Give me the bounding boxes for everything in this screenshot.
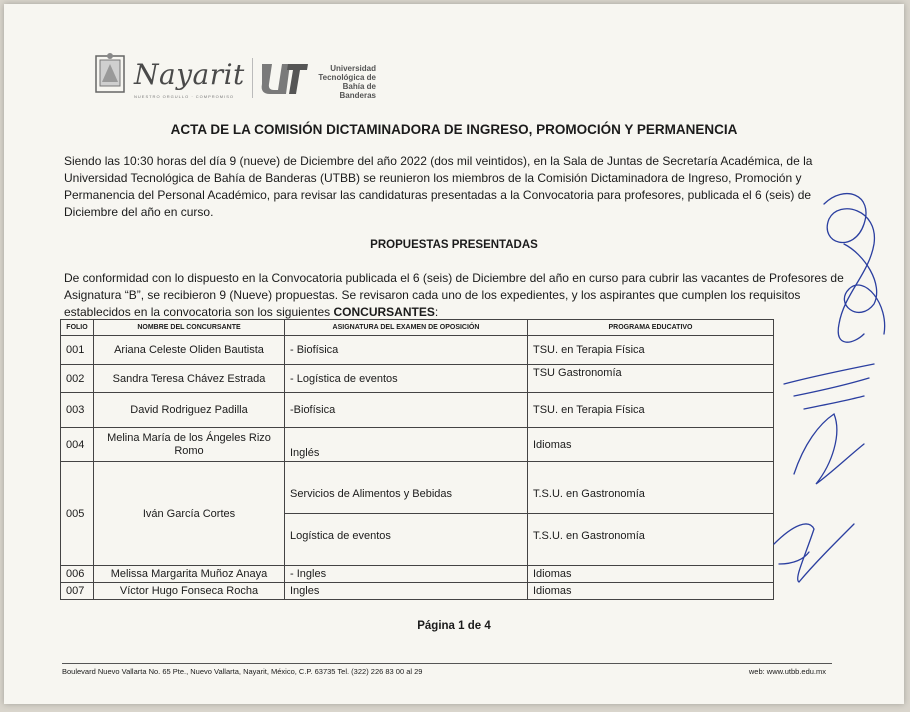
subject-cell: Inglés (285, 428, 528, 462)
proposals-end: : (434, 305, 439, 319)
header-logos (92, 50, 392, 104)
table-header-row (61, 320, 774, 336)
table-row (61, 428, 774, 462)
proposals-emphasis: CONCURSANTES (333, 305, 435, 319)
ut-logo-icon (260, 60, 308, 96)
subject-cell (285, 462, 528, 566)
header-subject: ASIGNATURA DEL EXAMEN DE OPOSICIÓN (285, 320, 528, 336)
subject-cell: - Logística de eventos (285, 365, 528, 393)
candidates-table (60, 319, 774, 600)
table-row (61, 583, 774, 600)
folio-cell: 002 (61, 365, 94, 393)
document-title: ACTA DE LA COMISIÓN DICTAMINADORA DE INGRESO, PROMOCIÓN Y PERMANENCIA (170, 122, 738, 137)
subject-line-2: Logística de eventos (290, 530, 391, 542)
footer-address: Boulevard Nuevo Vallarta No. 65 Pte., Nuevo Vallarta, Nayarit, México, C.P. 63735 Tel. (322) 226 83 00 al 29 (62, 667, 423, 676)
table-row (61, 365, 774, 393)
header-folio: FOLIO (61, 320, 94, 336)
nayarit-tagline: NUESTRO ORGULLO · COMPROMISO (134, 94, 235, 99)
folio-cell: 001 (61, 336, 94, 365)
subject-cell: -Biofísica (285, 393, 528, 428)
program-cell: TSU Gastronomía (528, 365, 774, 393)
footer-divider (62, 663, 832, 664)
table-row (61, 336, 774, 365)
university-line-2: Tecnológica de (318, 73, 376, 82)
table-row (61, 566, 774, 583)
signature-4 (794, 414, 864, 484)
subject-cell: - Ingles (285, 566, 528, 583)
university-name (306, 64, 376, 100)
nayarit-logo-text: Nayarit (134, 58, 245, 91)
folio-cell: 005 (61, 462, 94, 566)
proposals-text: De conformidad con lo dispuesto en la Convocatoria publicada el 6 (seis) de Diciembre del año en curso para cubrir las vacantes de Profesores de Asignatura “B”, se recibieron 9 (Nueve) propuestas. Se revisaron cada uno de los expedientes, y los aspirantes que cumplen los requisitos establecidos en la convocatoria son los siguientes (64, 271, 844, 319)
program-cell (528, 462, 774, 566)
name-cell: Melina María de los Ángeles Rizo Romo (94, 428, 285, 462)
name-cell: David Rodriguez Padilla (94, 393, 285, 428)
footer-web: web: www.utbb.edu.mx (748, 667, 826, 676)
program-cell: Idiomas (528, 566, 774, 583)
program-cell: Idiomas (528, 583, 774, 600)
subject-cell: Ingles (285, 583, 528, 600)
header-name: NOMBRE DEL CONCURSANTE (94, 320, 285, 336)
document-page (4, 4, 904, 704)
logo-divider (252, 58, 253, 98)
name-cell: Ariana Celeste Oliden Bautista (94, 336, 285, 365)
intro-paragraph: Siendo las 10:30 horas del día 9 (nueve) de Diciembre del año 2022 (dos mil veintidos), en la Sala de Juntas de Secretaría Académica, de la Universidad Tecnológica de Bahía de Banderas (UTBB) se reunieron los miembros de la Comisión Dictaminadora de Ingreso, Promoción y Permanencia del Personal Académico, para revisar las candidaturas presentadas a la Convocatoria para profesores, publicada el 6 (seis) de Diciembre del año en curso. (64, 154, 813, 219)
folio-cell: 006 (61, 566, 94, 583)
name-cell: Iván García Cortes (94, 462, 285, 566)
signature-5 (774, 524, 854, 582)
section-title: PROPUESTAS PRESENTADAS (370, 239, 538, 251)
header-program: PROGRAMA EDUCATIVO (528, 320, 774, 336)
name-cell: Melissa Margarita Muñoz Anaya (94, 566, 285, 583)
folio-cell: 004 (61, 428, 94, 462)
subject-line-1: Servicios de Alimentos y Bebidas (290, 488, 453, 500)
program-cell: TSU. en Terapia Física (528, 393, 774, 428)
program-cell: TSU. en Terapia Física (528, 336, 774, 365)
signature-3 (784, 364, 874, 409)
university-line-1: Universidad (330, 64, 376, 73)
page-number: Página 1 de 4 (417, 620, 491, 632)
name-cell: Víctor Hugo Fonseca Rocha (94, 583, 285, 600)
name-cell: Sandra Teresa Chávez Estrada (94, 365, 285, 393)
program-cell: Idiomas (528, 428, 774, 462)
state-seal-icon (92, 52, 128, 98)
program-line-2: T.S.U. en Gastronomía (533, 530, 645, 542)
table-row (61, 393, 774, 428)
program-line-1: T.S.U. en Gastronomía (533, 488, 645, 500)
folio-cell: 007 (61, 583, 94, 600)
university-line-3: Bahía de Banderas (339, 82, 376, 100)
subject-cell: - Biofísica (285, 336, 528, 365)
folio-cell: 003 (61, 393, 94, 428)
table-row (61, 462, 774, 566)
proposals-paragraph (64, 270, 854, 321)
